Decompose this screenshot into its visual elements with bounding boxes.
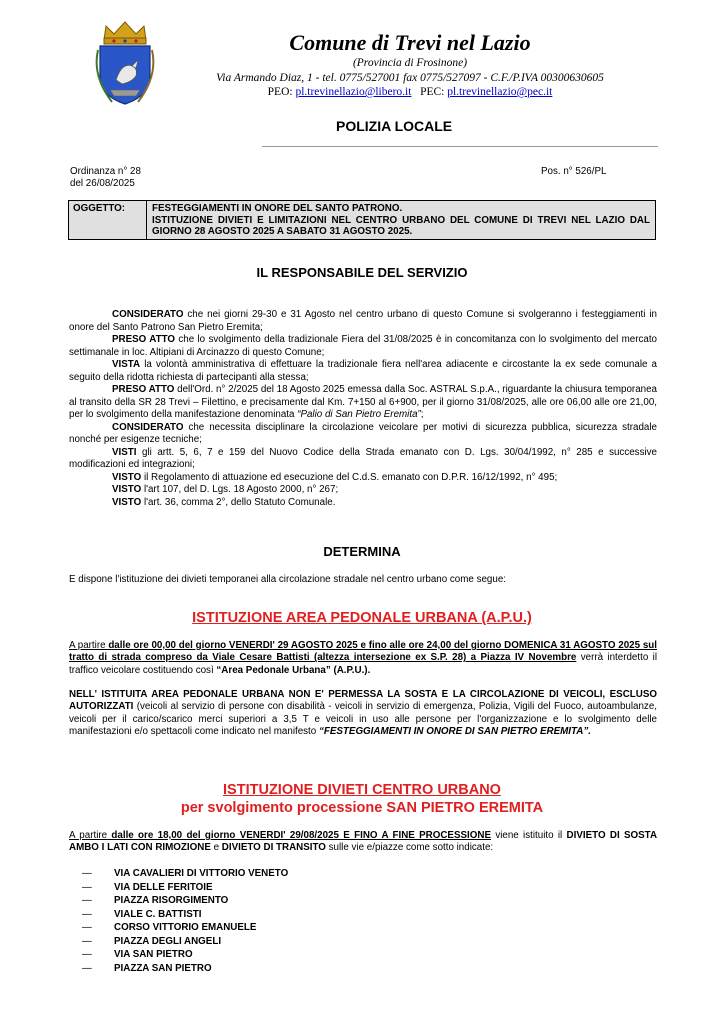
street-list: [82, 868, 288, 976]
recital: PRESO ATTO dell'Ord. n° 2/2025 del 18 Agosto 2025 emessa dalla Soc. ASTRAL S.p.A., riguardante la chiusura temporanea al transito della SR 28 Trevi – Filettino, e precisamente dal Km. 7+150 al 6+900, per il giorno 31/08/2025, alle ore 06,00 alle ore 21,00, per lo svolgimento della manifestazione denominata “Palio di San Pietro Eremita”;: [69, 384, 657, 420]
recital: PRESO ATTO che lo svolgimento della tradizionale Fiera del 31/08/2025 è in concomitanza con lo svolgimento del mercato settimanale in loc. Altipiani di Arcinazzo di questo Comune;: [69, 334, 657, 358]
subject-label: OGGETTO:: [69, 201, 147, 239]
municipality-title: Comune di Trevi nel Lazio: [289, 30, 531, 55]
list-item: — VIALE C. BATTISTI: [82, 908, 202, 920]
recital: VISTO l'art. 36, comma 2°, dello Statuto Comunale.: [112, 496, 336, 508]
divieti-section-title: ISTITUZIONE DIVIETI CENTRO URBANO: [223, 782, 501, 798]
pec-email-link[interactable]: pl.trevinellazio@pec.it: [447, 86, 553, 98]
list-item: — PIAZZA DEGLI ANGELI: [82, 935, 222, 947]
ordinance-info: [70, 166, 141, 191]
list-item: — PIAZZA RISORGIMENTO: [82, 895, 229, 906]
recital: VISTO il Regolamento di attuazione ed esecuzione del C.d.S. emanato con D.P.R. 16/12/1992, n° 495;: [112, 471, 558, 483]
pec-label: PEC:: [420, 86, 445, 98]
address-line: Via Armando Diaz, 1 - tel. 0775/527001 fax 0775/527097 - C.F./P.IVA 00300630605: [216, 72, 604, 84]
list-item: — VIA CAVALIERI DI VITTORIO VENETO: [82, 868, 289, 879]
list-item: — CORSO VITTORIO EMANUELE: [82, 922, 257, 933]
header-divider: [262, 146, 658, 147]
recital: VISTA la volontà amministrativa di effettuare la tradizionale fiera nell'area adiacente e circostante la ex sede comunale a seguito della ridotta richiesta di partecipanti alla stessa;: [69, 359, 657, 383]
dispone-text: E dispone l'istituzione dei divieti temporanei alla circolazione stradale nel centro urbano come segue:: [69, 574, 506, 585]
recital: CONSIDERATO che necessita disciplinare la circolazione veicolare per motivi di sicurezza pubblica, sicurezza stradale nonché per esigenze tecniche;: [69, 421, 657, 445]
subject-line-2: ISTITUZIONE DIVIETI E LIMITAZIONI NEL CENTRO URBANO DEL COMUNE DI TREVI NEL LAZIO DAL GIORNO 28 AGOSTO 2025 A SABATO 31 AGOSTO 2025.: [152, 214, 650, 238]
subject-text: [147, 201, 655, 239]
position-number: Pos. n° 526/PL: [541, 166, 607, 177]
province-line: (Provincia di Frosinone): [352, 57, 468, 69]
apu-paragraph-1: A partire dalle ore 00,00 del giorno VENERDI' 29 AGOSTO 2025 e fino alle ore 24,00 del giorno DOMENICA 31 AGOSTO 2025 sul tratto di strada compreso da Viale Cesare Battisti (altezza intersezione ex S.P. 28) a Piazza IV Novembre verrà interdetto il traffico veicolare costituendo così “Area Pedonale Urbana” (A.P.U.).: [69, 640, 657, 676]
list-item: — VIA SAN PIETRO: [82, 949, 193, 960]
department-title: POLIZIA LOCALE: [336, 118, 453, 134]
list-item: — PIAZZA SAN PIETRO: [82, 962, 212, 974]
recital: CONSIDERATO che nei giorni 29-30 e 31 Agosto nel centro urbano di questo Comune si svolgeranno i festeggiamenti in onore del Santo Patrono San Pietro Eremita;: [69, 309, 657, 333]
recital: VISTI gli artt. 5, 6, 7 e 159 del Nuovo Codice della Strada emanato con D. Lgs. 30/04/1992, n° 285 e successive modificazioni ed integrazioni;: [69, 446, 657, 470]
responsible-heading: IL RESPONSABILE DEL SERVIZIO: [256, 265, 468, 280]
list-item: — VIA DELLE FERITOIE: [82, 881, 213, 893]
determina-heading: DETERMINA: [323, 544, 401, 559]
subject-box: [68, 200, 656, 240]
ordinance-date: del 26/08/2025: [70, 178, 135, 190]
subject-line-1: FESTEGGIAMENTI IN ONORE DEL SANTO PATRONO.: [152, 203, 403, 214]
recital: VISTO l'art 107, del D. Lgs. 18 Agosto 2000, n° 267;: [112, 484, 339, 495]
ordinance-number: Ordinanza n° 28: [70, 166, 141, 177]
apu-paragraph-2: NELL' ISTITUITA AREA PEDONALE URBANA NON E' PERMESSA LA SOSTA E LA CIRCOLAZIONE DI VEICOLI, ESCLUSO AUTORIZZATI (veicoli al servizio di persone con disabilità - veicoli in servizio di emergenza, Polizia, Vigili del Fuoco, autoambulanze, veicoli per il carico/scarico merci superiori a 3,5 T e veicoli in uso alle persone per l'organizzazione e lo svolgimento delle manifestazioni e/o spettacoli come indicato nel manifesto “FESTEGGIAMENTI IN ONORE DI SAN PIETRO EREMITA”.: [69, 689, 657, 738]
coat-of-arms-crest: [92, 20, 158, 106]
divieti-section-subtitle: per svolgimento processione SAN PIETRO EREMITA: [180, 800, 544, 816]
divieti-paragraph: A partire dalle ore 18,00 del giorno VENERDI' 29/08/2025 E FINO A FINE PROCESSIONE viene istituito il DIVIETO DI SOSTA AMBO I LATI CON RIMOZIONE e DIVIETO DI TRANSITO sulle vie e/piazze come sotto indicate:: [69, 830, 658, 854]
apu-section-title: ISTITUZIONE AREA PEDONALE URBANA (A.P.U.): [192, 610, 532, 626]
email-line: [170, 86, 650, 98]
peo-email-link[interactable]: pl.trevinellazio@libero.it: [295, 86, 412, 98]
peo-label: PEO:: [267, 86, 293, 98]
recitals-body: [69, 309, 657, 509]
